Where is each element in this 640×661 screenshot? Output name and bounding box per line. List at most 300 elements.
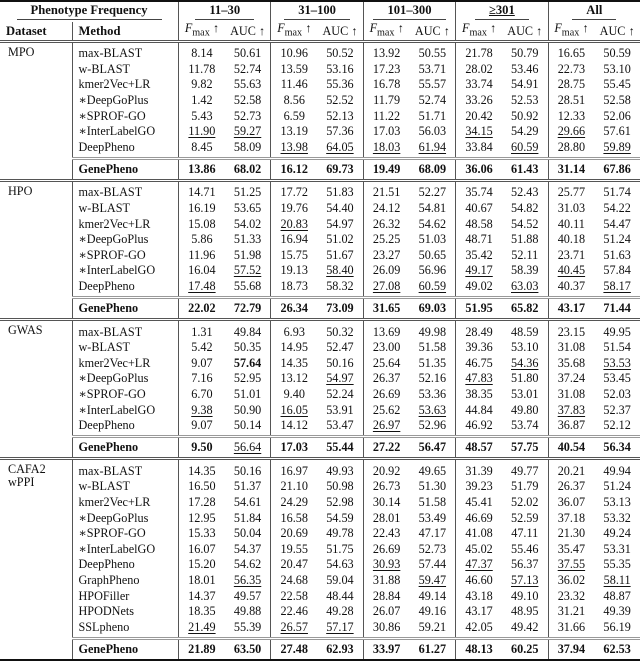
auc-value: 52.03 — [603, 386, 631, 401]
fmax-value: 16.94 — [271, 232, 317, 248]
fmax-value: 25.64 — [363, 356, 409, 372]
auc-value: 56.19 — [603, 619, 631, 634]
fmax-value: 36.87 — [548, 418, 594, 437]
auc-value: 51.02 — [326, 232, 354, 247]
dataset-header: Dataset — [6, 23, 47, 38]
fmax-value: 26.37 — [363, 371, 409, 387]
auc-value: 50.52 — [326, 46, 354, 61]
table-row — [0, 77, 640, 93]
method-name: ∗SPROF-GO — [72, 387, 179, 403]
auc-value: 56.96 — [418, 263, 447, 278]
up-arrow-icon: ↑ — [209, 21, 219, 36]
fmax-value: 31.65 — [363, 298, 409, 320]
auc-value: 48.95 — [511, 604, 539, 619]
fmax-value: 28.75 — [548, 77, 594, 93]
auc-value: 51.25 — [233, 185, 262, 200]
auc-value: 57.17 — [326, 619, 354, 634]
auc-value: 57.75 — [502, 437, 548, 459]
table-row — [0, 320, 640, 340]
fmax-value: 16.05 — [271, 402, 317, 418]
method-name: ∗SPROF-GO — [72, 526, 179, 542]
genepheno-row — [0, 437, 640, 459]
auc-value: 53.36 — [418, 386, 447, 401]
fmax-value: 39.36 — [456, 340, 502, 356]
fmax-value: 43.18 — [456, 588, 502, 604]
fmax-value: 40.54 — [548, 437, 594, 459]
auc-value: 61.43 — [502, 159, 548, 181]
fmax-value: 27.08 — [363, 279, 409, 298]
method-name: DeepPheno — [72, 279, 179, 298]
fmax-value: 38.35 — [456, 387, 502, 403]
auc-value: 52.96 — [418, 418, 447, 433]
fmax-value: 16.12 — [271, 159, 317, 181]
auc-value: 52.52 — [326, 93, 354, 108]
fmax-value: 40.37 — [548, 279, 594, 298]
fmax-value: 11.46 — [271, 77, 317, 93]
auc-value: 50.59 — [603, 46, 631, 61]
auc-value: 56.34 — [594, 437, 640, 459]
fmax-value: 26.73 — [363, 479, 409, 495]
auc-value: 55.63 — [233, 77, 262, 92]
fmax-value: 21.10 — [271, 479, 317, 495]
auc-value: 59.04 — [326, 572, 354, 587]
fmax-value: 23.32 — [548, 588, 594, 604]
auc-value: 51.80 — [511, 371, 539, 386]
fmax-value: 8.56 — [271, 93, 317, 109]
fmax-value: 46.92 — [456, 418, 502, 437]
auc-value: 62.53 — [594, 639, 640, 661]
auc-value: 49.10 — [511, 588, 539, 603]
table-row — [0, 248, 640, 264]
fmax-value: 25.25 — [363, 232, 409, 248]
fmax-value: 23.00 — [363, 340, 409, 356]
fmax-value: 33.84 — [456, 140, 502, 159]
group-header-11-30: 11–30 — [179, 1, 271, 22]
fmax-value: 29.66 — [548, 124, 594, 140]
table-row — [0, 402, 640, 418]
auc-value: 52.73 — [233, 108, 262, 123]
auc-value: 53.74 — [511, 418, 539, 433]
auc-value: 52.73 — [418, 541, 447, 556]
auc-value: 56.37 — [511, 557, 539, 572]
method-name: ∗DeepGoPlus — [72, 510, 179, 526]
method-name: kmer2Vec+LR — [72, 216, 179, 232]
auc-value: 48.44 — [326, 588, 354, 603]
auc-value: 55.36 — [326, 77, 354, 92]
auc-value: 52.12 — [603, 418, 631, 433]
fmax-value: 16.04 — [179, 263, 225, 279]
auc-value: 51.24 — [603, 232, 631, 247]
auc-value: 49.94 — [603, 463, 631, 478]
fmax-value: 18.01 — [179, 573, 225, 589]
auc-value: 50.92 — [511, 108, 539, 123]
auc-value: 53.53 — [603, 355, 631, 370]
auc-value: 51.03 — [418, 232, 447, 247]
fmax-symbol: F — [554, 21, 562, 36]
auc-value: 47.17 — [418, 526, 447, 541]
table-row — [0, 42, 640, 62]
auc-value: 51.54 — [603, 340, 631, 355]
fmax-value: 22.58 — [271, 588, 317, 604]
auc-value: 52.58 — [233, 93, 262, 108]
fmax-value: 12.33 — [548, 108, 594, 124]
table-row — [0, 124, 640, 140]
auc-value: 50.16 — [326, 355, 354, 370]
method-name: w-BLAST — [72, 201, 179, 217]
auc-value: 59.21 — [418, 619, 447, 634]
auc-value: 55.46 — [511, 541, 539, 556]
fmax-value: 48.13 — [456, 639, 502, 661]
auc-value: 49.98 — [418, 324, 447, 339]
auc-value: 67.86 — [594, 159, 640, 181]
fmax-value: 18.03 — [363, 140, 409, 159]
fmax-value: 49.17 — [456, 263, 502, 279]
fmax-value: 26.69 — [363, 541, 409, 557]
auc-value: 58.40 — [326, 263, 354, 278]
auc-value: 71.44 — [594, 298, 640, 320]
fmax-value: 44.84 — [456, 402, 502, 418]
fmax-value: 23.71 — [548, 248, 594, 264]
auc-value: 49.16 — [418, 604, 447, 619]
table-row — [0, 340, 640, 356]
fmax-value: 42.05 — [456, 619, 502, 638]
fmax-value: 17.72 — [271, 181, 317, 201]
method-name: GraphPheno — [72, 573, 179, 589]
dataset-name: HPO — [8, 184, 33, 199]
fmax-value: 9.07 — [179, 418, 225, 437]
auc-value: 57.61 — [603, 124, 631, 139]
fmax-value: 13.69 — [363, 320, 409, 340]
method-name: w-BLAST — [72, 62, 179, 78]
fmax-value: 35.68 — [548, 356, 594, 372]
auc-value: 57.84 — [603, 263, 631, 278]
fmax-value: 26.57 — [271, 619, 317, 638]
fmax-value: 11.96 — [179, 248, 225, 264]
fmax-value: 40.45 — [548, 263, 594, 279]
auc-value: 54.61 — [233, 494, 262, 509]
auc-value: 54.91 — [511, 77, 539, 92]
fmax-value: 13.98 — [271, 140, 317, 159]
fmax-value: 46.75 — [456, 356, 502, 372]
fmax-value: 13.59 — [271, 62, 317, 78]
auc-value: 52.59 — [511, 510, 539, 525]
method-name: ∗SPROF-GO — [72, 108, 179, 124]
fmax-value: 26.37 — [548, 479, 594, 495]
auc-value: 52.11 — [511, 247, 539, 262]
fmax-value: 48.57 — [456, 437, 502, 459]
auc-value: 51.24 — [603, 479, 631, 494]
method-name: ∗InterLabelGO — [72, 124, 179, 140]
method-name: GenePheno — [72, 298, 179, 320]
auc-value: 47.11 — [511, 526, 539, 541]
auc-value: 56.03 — [418, 124, 447, 139]
table-row — [0, 619, 640, 638]
auc-header: AUC ↑ — [230, 23, 265, 38]
table-row — [0, 140, 640, 159]
auc-value: 54.22 — [603, 201, 631, 216]
fmax-value: 8.45 — [179, 140, 225, 159]
auc-value: 69.03 — [409, 298, 455, 320]
auc-value: 49.78 — [326, 526, 354, 541]
table-row — [0, 387, 640, 403]
fmax-value: 30.93 — [363, 557, 409, 573]
auc-value: 52.95 — [233, 371, 262, 386]
method-header: Method — [72, 22, 179, 42]
auc-value: 62.93 — [317, 639, 363, 661]
dataset-name: CAFA2 — [8, 462, 46, 477]
fmax-subscript: max — [284, 27, 303, 39]
fmax-header — [548, 22, 594, 42]
fmax-value: 17.03 — [271, 437, 317, 459]
fmax-value: 11.78 — [179, 62, 225, 78]
method-name: ∗InterLabelGO — [72, 402, 179, 418]
up-arrow-icon: ↑ — [579, 21, 589, 36]
fmax-value: 31.03 — [548, 201, 594, 217]
table-row — [0, 263, 640, 279]
method-name: ∗DeepGoPlus — [72, 371, 179, 387]
table-row — [0, 371, 640, 387]
table-row — [0, 604, 640, 620]
fmax-value: 24.68 — [271, 573, 317, 589]
table-row — [0, 459, 640, 479]
fmax-value: 31.88 — [363, 573, 409, 589]
fmax-value: 48.58 — [456, 216, 502, 232]
fmax-header — [271, 22, 317, 42]
table-row — [0, 418, 640, 437]
fmax-value: 20.47 — [271, 557, 317, 573]
fmax-value: 40.18 — [548, 232, 594, 248]
auc-value: 63.50 — [225, 639, 271, 661]
fmax-value: 27.48 — [271, 639, 317, 661]
genepheno-row — [0, 639, 640, 661]
auc-value: 50.16 — [233, 463, 262, 478]
fmax-value: 35.74 — [456, 181, 502, 201]
table-row — [0, 526, 640, 542]
fmax-value: 19.76 — [271, 201, 317, 217]
fmax-value: 21.51 — [363, 181, 409, 201]
method-name: ∗DeepGoPlus — [72, 93, 179, 109]
auc-value: 51.74 — [603, 185, 631, 200]
fmax-value: 17.48 — [179, 279, 225, 298]
table-row — [0, 181, 640, 201]
auc-value: 51.75 — [326, 541, 354, 556]
fmax-value: 9.82 — [179, 77, 225, 93]
auc-value: 60.59 — [511, 139, 539, 154]
auc-value: 54.97 — [326, 371, 354, 386]
fmax-value: 51.95 — [456, 298, 502, 320]
auc-value: 54.52 — [511, 216, 539, 231]
fmax-value: 1.31 — [179, 320, 225, 340]
auc-value: 59.27 — [233, 124, 262, 139]
auc-value: 54.82 — [511, 201, 539, 216]
table-row — [0, 232, 640, 248]
auc-value: 50.79 — [511, 46, 539, 61]
auc-value: 52.37 — [603, 402, 631, 417]
auc-value: 65.82 — [502, 298, 548, 320]
fmax-value: 20.83 — [271, 216, 317, 232]
fmax-value: 25.77 — [548, 181, 594, 201]
table-row — [0, 588, 640, 604]
auc-value: 51.33 — [233, 232, 262, 247]
fmax-symbol: F — [277, 21, 285, 36]
fmax-value: 24.29 — [271, 495, 317, 511]
auc-value: 56.35 — [233, 572, 262, 587]
auc-value: 54.29 — [511, 124, 539, 139]
fmax-value: 22.02 — [179, 298, 225, 320]
fmax-value: 15.08 — [179, 216, 225, 232]
auc-value: 48.59 — [511, 324, 539, 339]
auc-value: 55.35 — [603, 557, 631, 572]
fmax-value: 21.89 — [179, 639, 225, 661]
auc-value: 49.14 — [418, 588, 447, 603]
auc-value: 68.09 — [409, 159, 455, 181]
auc-value: 52.43 — [511, 185, 539, 200]
fmax-subscript: max — [192, 27, 210, 39]
fmax-value: 22.43 — [363, 526, 409, 542]
fmax-header — [363, 22, 409, 42]
dataset-cell — [0, 42, 72, 181]
fmax-value: 12.95 — [179, 510, 225, 526]
fmax-value: 17.28 — [179, 495, 225, 511]
fmax-value: 49.02 — [456, 279, 502, 298]
auc-value: 51.58 — [418, 494, 447, 509]
group-header-all: All — [548, 1, 640, 22]
auc-value: 49.88 — [233, 604, 262, 619]
table-row — [0, 510, 640, 526]
header-row-frequency — [0, 1, 640, 22]
fmax-value: 28.49 — [456, 320, 502, 340]
fmax-value: 33.74 — [456, 77, 502, 93]
auc-value: 55.45 — [603, 77, 631, 92]
auc-value: 50.61 — [233, 46, 262, 61]
fmax-symbol: F — [369, 21, 378, 36]
fmax-value: 37.94 — [548, 639, 594, 661]
fmax-value: 34.15 — [456, 124, 502, 140]
auc-header: AUC ↑ — [599, 23, 635, 38]
fmax-value: 15.20 — [179, 557, 225, 573]
auc-value: 51.58 — [418, 340, 447, 355]
auc-value: 53.13 — [603, 494, 631, 509]
auc-value: 53.49 — [418, 510, 447, 525]
auc-header: AUC ↑ — [507, 23, 543, 38]
genepheno-row — [0, 159, 640, 181]
table-row — [0, 62, 640, 78]
auc-value: 52.27 — [418, 185, 447, 200]
auc-value: 54.62 — [418, 216, 447, 231]
fmax-value: 11.79 — [363, 93, 409, 109]
auc-value: 50.98 — [326, 479, 354, 494]
auc-value: 52.74 — [233, 61, 262, 76]
method-name: GenePheno — [72, 159, 179, 181]
method-name: kmer2Vec+LR — [72, 356, 179, 372]
fmax-value: 8.14 — [179, 42, 225, 62]
auc-value: 55.57 — [418, 77, 447, 92]
fmax-subscript: max — [469, 27, 487, 39]
fmax-value: 26.34 — [271, 298, 317, 320]
auc-value: 54.37 — [233, 541, 262, 556]
fmax-value: 45.02 — [456, 541, 502, 557]
table-row — [0, 356, 640, 372]
method-name: DeepPheno — [72, 557, 179, 573]
auc-value: 57.52 — [233, 263, 262, 278]
fmax-value: 6.93 — [271, 320, 317, 340]
auc-value: 58.32 — [326, 279, 354, 294]
fmax-value: 18.73 — [271, 279, 317, 298]
auc-value: 58.09 — [233, 139, 262, 154]
auc-value: 53.47 — [326, 418, 354, 433]
fmax-value: 46.60 — [456, 573, 502, 589]
fmax-value: 16.19 — [179, 201, 225, 217]
fmax-value: 37.55 — [548, 557, 594, 573]
method-name: w-BLAST — [72, 479, 179, 495]
fmax-value: 31.21 — [548, 604, 594, 620]
fmax-value: 40.67 — [456, 201, 502, 217]
auc-value: 52.98 — [326, 494, 354, 509]
fmax-value: 14.35 — [179, 459, 225, 479]
auc-value: 52.58 — [603, 93, 631, 108]
method-name: max-BLAST — [72, 320, 179, 340]
auc-value: 58.11 — [603, 572, 631, 587]
fmax-value: 26.07 — [363, 604, 409, 620]
fmax-value: 16.97 — [271, 459, 317, 479]
fmax-value: 46.69 — [456, 510, 502, 526]
auc-value: 69.73 — [317, 159, 363, 181]
fmax-value: 14.37 — [179, 588, 225, 604]
auc-value: 51.30 — [418, 479, 447, 494]
method-name: ∗InterLabelGO — [72, 541, 179, 557]
method-name: ∗InterLabelGO — [72, 263, 179, 279]
fmax-value: 36.06 — [456, 159, 502, 181]
fmax-value: 43.17 — [456, 604, 502, 620]
auc-value: 50.90 — [233, 402, 262, 417]
auc-value: 50.32 — [326, 324, 354, 339]
auc-value: 51.84 — [233, 510, 262, 525]
fmax-subscript: max — [561, 27, 580, 39]
method-name: DeepPheno — [72, 140, 179, 159]
dataset-name: GWAS — [8, 323, 43, 338]
auc-value: 49.95 — [603, 324, 631, 339]
fmax-value: 36.02 — [548, 573, 594, 589]
method-name: max-BLAST — [72, 42, 179, 62]
auc-value: 52.24 — [326, 386, 354, 401]
auc-value: 59.47 — [418, 572, 447, 587]
fmax-value: 30.14 — [363, 495, 409, 511]
fmax-value: 26.97 — [363, 418, 409, 437]
fmax-header — [179, 22, 225, 42]
fmax-value: 5.86 — [179, 232, 225, 248]
auc-value: 53.45 — [603, 371, 631, 386]
auc-value: 53.63 — [418, 402, 447, 417]
table-row — [0, 216, 640, 232]
fmax-value: 16.07 — [179, 541, 225, 557]
fmax-value: 26.09 — [363, 263, 409, 279]
phenotype-frequency-header: Phenotype Frequency — [0, 1, 179, 22]
auc-value: 56.47 — [409, 437, 455, 459]
method-name: ∗SPROF-GO — [72, 248, 179, 264]
fmax-value: 5.43 — [179, 108, 225, 124]
fmax-value: 47.37 — [456, 557, 502, 573]
fmax-value: 37.83 — [548, 402, 594, 418]
fmax-value: 31.08 — [548, 387, 594, 403]
group-header-301-plus: ≥301 — [456, 1, 548, 22]
fmax-value: 14.95 — [271, 340, 317, 356]
auc-value: 64.05 — [326, 139, 354, 154]
fmax-value: 20.21 — [548, 459, 594, 479]
table-row — [0, 201, 640, 217]
auc-header: AUC ↑ — [414, 23, 450, 38]
auc-value: 73.09 — [317, 298, 363, 320]
fmax-value: 24.12 — [363, 201, 409, 217]
